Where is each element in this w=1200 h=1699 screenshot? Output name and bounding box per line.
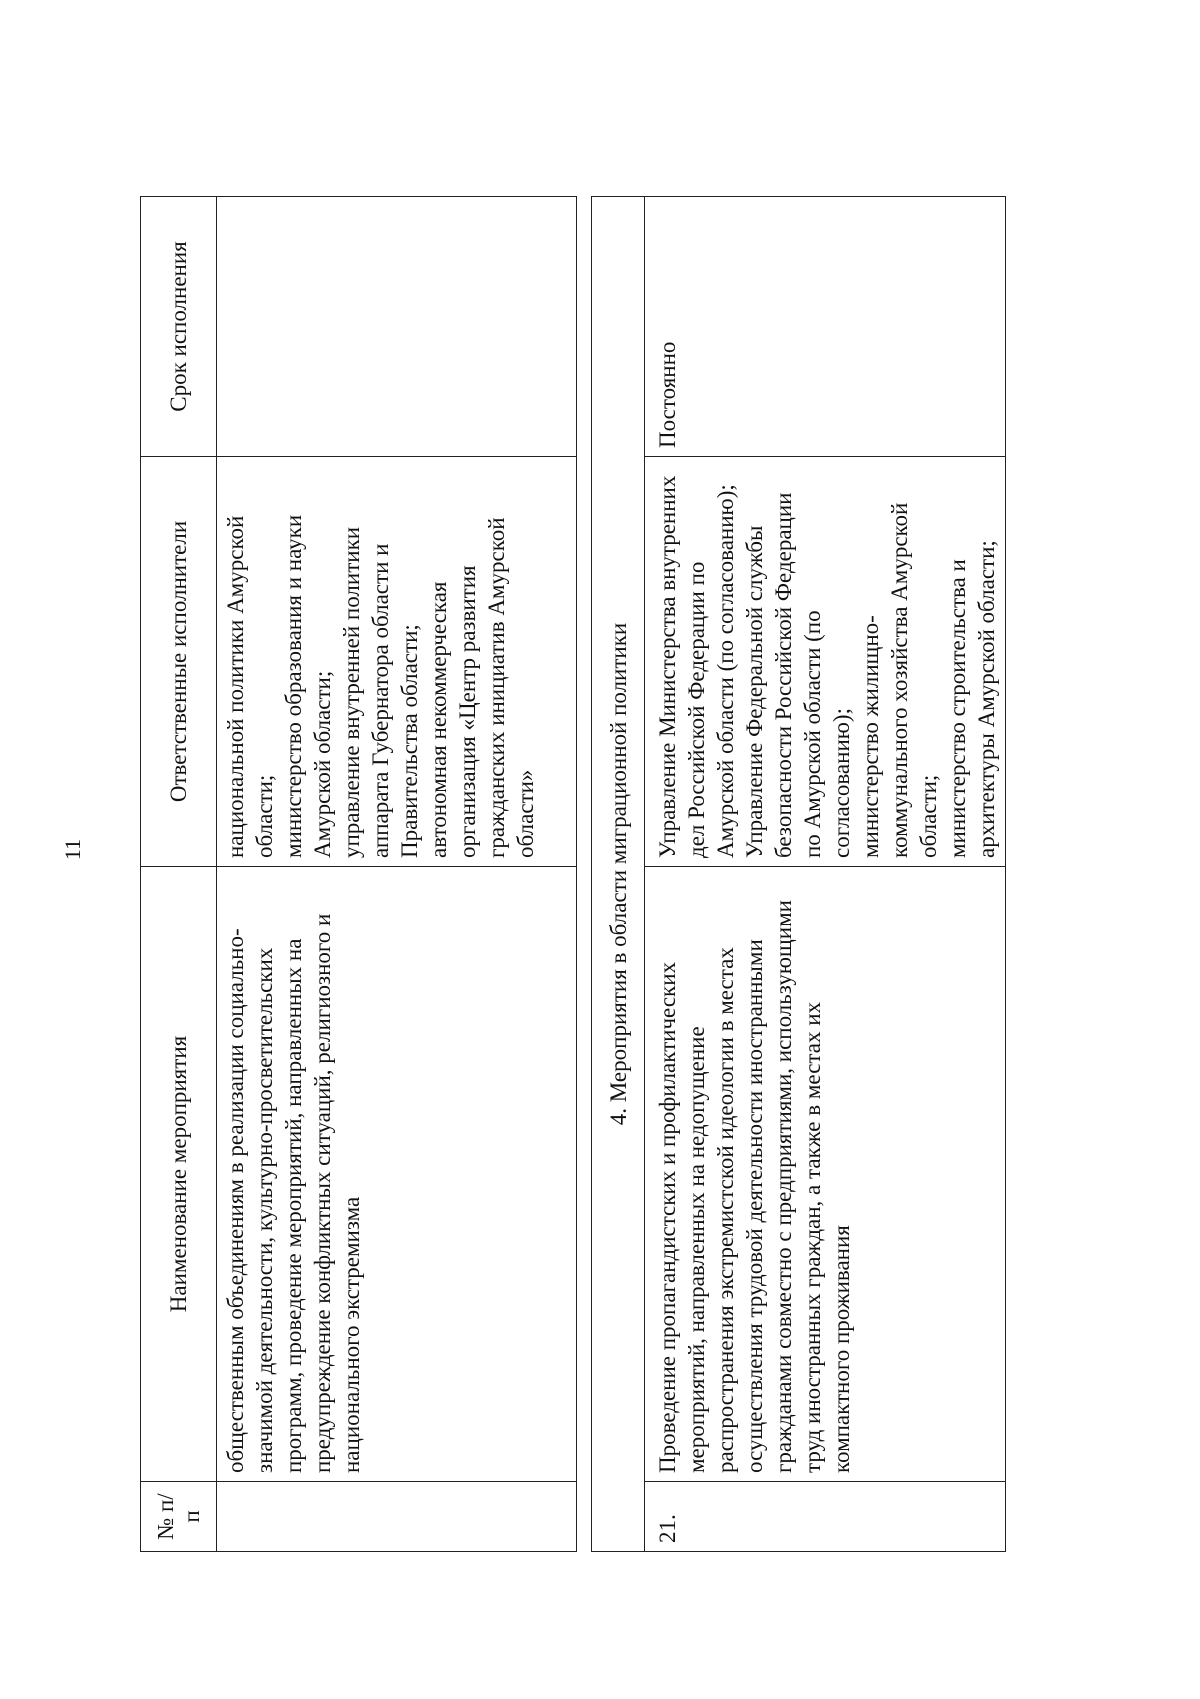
header-term: Срок исполнения [141,197,217,457]
table-header-row [141,197,217,1552]
responsible-line: министерство жилищно-коммунального хозяйства Амурской области; [858,502,941,858]
responsible-line: министерство строительства и архитектуры Амурской области; [945,540,999,858]
header-num: № п/п [141,1482,217,1552]
responsible-line: Управление Министерства внутренних дел Российской Федерации по Амурской области (по согласованию); [655,475,738,858]
responsible-line: национальной политики Амурской области; [223,515,277,858]
cell-responsible [217,457,577,867]
cell-term [217,197,577,457]
measure-name-text: Проведение пропагандистских и профилактических мероприятий, направленных на недопущение распространения экстремистской идеологии в местах осуществления трудовой деятельности иностранными гражданами совместно с предприятиями, использующими труд иностранных граждан, а также в местах их компактного проживания [655,900,854,1473]
cell-num: 21. [645,1482,1006,1552]
section-title: 4. Мероприятия в области миграционной политики [592,197,645,1552]
header-name: Наименование мероприятия [141,867,217,1482]
responsible-line: Управление Федеральной службы безопасности Российской Федерации по Амурской области (по согласованию); [742,492,854,858]
table-gap [577,197,592,1552]
cell-name [645,867,1006,1482]
cell-responsible [645,457,1006,867]
page-number: 11 [60,838,85,861]
section-heading-row [592,197,645,1552]
responsible-line: управление внутренней политики аппарата Губернатора области и Правительства области; [339,526,422,858]
responsible-line: министерство образования и науки Амурской области; [281,514,335,858]
cell-num [217,1482,577,1552]
header-responsible: Ответственные исполнители [141,457,217,867]
table-row-continuation [217,197,577,1552]
cell-term: Постоянно [645,197,1006,457]
measures-table [140,196,1006,1552]
responsible-line: автономная некоммерческая организация «Центр развития гражданских инициатив Амурской области» [426,517,538,858]
table-row-21 [645,197,1006,1552]
measure-name-text: общественным объединениям в реализации социально-значимой деятельности, культурно-просветительских программ, проведение мероприятий, направленных на предупреждение конфликтных ситуаций, религиозного и национального экстремизма [223,913,364,1473]
cell-name [217,867,577,1482]
